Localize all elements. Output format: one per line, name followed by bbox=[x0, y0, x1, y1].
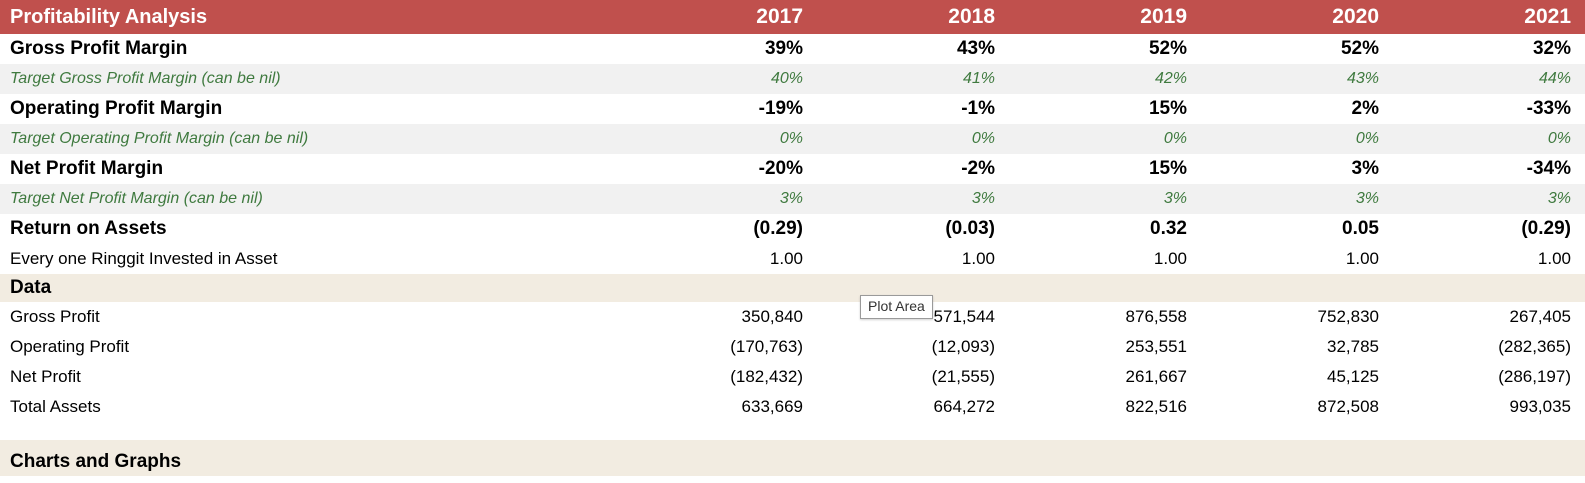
row-value: 52% bbox=[1340, 38, 1379, 59]
row-value: 3% bbox=[625, 184, 817, 214]
row-value: 39% bbox=[764, 38, 803, 59]
section-header-row-charts bbox=[0, 448, 1585, 476]
row-label: Target Net Profit Margin (can be nil) bbox=[0, 184, 625, 214]
table-row bbox=[0, 124, 1585, 154]
table-row bbox=[0, 392, 1585, 422]
row-value: 0% bbox=[1201, 124, 1393, 154]
row-value: -19% bbox=[758, 98, 803, 119]
row-value: 267,405 bbox=[1509, 307, 1571, 326]
row-label: Gross Profit Margin bbox=[10, 38, 188, 59]
row-value: 1.00 bbox=[1345, 249, 1379, 268]
row-value: 1.00 bbox=[1153, 249, 1187, 268]
row-value: 0% bbox=[817, 124, 1009, 154]
spacer-row bbox=[0, 422, 1585, 440]
row-value: 52% bbox=[1148, 38, 1187, 59]
section-filler bbox=[1009, 448, 1201, 476]
row-value: 0% bbox=[625, 124, 817, 154]
section-filler bbox=[817, 448, 1009, 476]
row-label: Net Profit bbox=[10, 367, 81, 386]
row-label: Target Operating Profit Margin (can be nil) bbox=[0, 124, 625, 154]
section-filler bbox=[1009, 274, 1201, 302]
row-value: -1% bbox=[961, 98, 995, 119]
row-value: 0.32 bbox=[1150, 218, 1187, 239]
table-row bbox=[0, 302, 1585, 332]
table-row bbox=[0, 154, 1585, 184]
plot-area-tooltip: Plot Area bbox=[860, 295, 933, 319]
row-label: Return on Assets bbox=[10, 218, 167, 239]
row-value: 0.05 bbox=[1342, 218, 1379, 239]
section-label: Data bbox=[0, 274, 625, 302]
row-value: -20% bbox=[758, 158, 803, 179]
table-row bbox=[0, 244, 1585, 274]
row-value: 1.00 bbox=[769, 249, 803, 268]
table-header-row bbox=[0, 0, 1585, 34]
band-cell bbox=[625, 440, 817, 448]
band-cell bbox=[0, 440, 625, 448]
row-value: (12,093) bbox=[931, 337, 995, 356]
table-row bbox=[0, 362, 1585, 392]
row-value: 253,551 bbox=[1125, 337, 1187, 356]
row-value: 876,558 bbox=[1125, 307, 1187, 326]
row-value: 32,785 bbox=[1327, 337, 1379, 356]
column-header-year-2021: 2021 bbox=[1393, 0, 1585, 34]
table-row bbox=[0, 184, 1585, 214]
band-cell bbox=[1393, 440, 1585, 448]
row-label: Gross Profit bbox=[10, 307, 100, 326]
table-row bbox=[0, 64, 1585, 94]
band-cell bbox=[1009, 440, 1201, 448]
row-value: 872,508 bbox=[1317, 397, 1379, 416]
row-value: 0% bbox=[1393, 124, 1585, 154]
row-value: (21,555) bbox=[931, 367, 995, 386]
row-value: 261,667 bbox=[1125, 367, 1187, 386]
row-value: 571,544 bbox=[933, 307, 995, 326]
section-filler bbox=[625, 448, 817, 476]
row-value: 44% bbox=[1393, 64, 1585, 94]
column-header-year-2019: 2019 bbox=[1009, 0, 1201, 34]
row-value: 350,840 bbox=[741, 307, 803, 326]
spacer-cell bbox=[625, 422, 817, 440]
spacer-cell bbox=[817, 422, 1009, 440]
row-value: (182,432) bbox=[730, 367, 803, 386]
band-cell bbox=[1201, 440, 1393, 448]
row-value: 43% bbox=[1201, 64, 1393, 94]
row-label: Target Gross Profit Margin (can be nil) bbox=[0, 64, 625, 94]
row-value: 3% bbox=[1201, 184, 1393, 214]
row-label: Operating Profit bbox=[10, 337, 130, 356]
spacer-cell bbox=[0, 422, 625, 440]
row-value: 41% bbox=[817, 64, 1009, 94]
row-value: (286,197) bbox=[1498, 367, 1571, 386]
row-value: -2% bbox=[961, 158, 995, 179]
row-value: 15% bbox=[1148, 158, 1187, 179]
row-value: 752,830 bbox=[1317, 307, 1379, 326]
row-value: (282,365) bbox=[1498, 337, 1571, 356]
row-value: 0% bbox=[1009, 124, 1201, 154]
section-filler bbox=[1201, 274, 1393, 302]
section-filler bbox=[1201, 448, 1393, 476]
table-row bbox=[0, 94, 1585, 124]
section-filler bbox=[1393, 274, 1585, 302]
spacer-cell bbox=[1201, 422, 1393, 440]
column-header-year-2017: 2017 bbox=[625, 0, 817, 34]
row-value: (170,763) bbox=[730, 337, 803, 356]
row-label: Total Assets bbox=[10, 397, 101, 416]
table-row bbox=[0, 214, 1585, 244]
row-value: 40% bbox=[625, 64, 817, 94]
band-row bbox=[0, 440, 1585, 448]
section-label: Charts and Graphs bbox=[0, 448, 625, 476]
row-value: 3% bbox=[817, 184, 1009, 214]
row-value: 1.00 bbox=[1537, 249, 1571, 268]
row-value: 633,669 bbox=[741, 397, 803, 416]
sheet-title: Profitability Analysis bbox=[0, 0, 625, 34]
column-header-year-2018: 2018 bbox=[817, 0, 1009, 34]
row-label: Net Profit Margin bbox=[10, 158, 164, 179]
row-value: -34% bbox=[1526, 158, 1571, 179]
row-label: Every one Ringgit Invested in Asset bbox=[10, 249, 278, 268]
row-value: (0.29) bbox=[1521, 218, 1571, 239]
row-value: 43% bbox=[956, 38, 995, 59]
spacer-cell bbox=[1009, 422, 1201, 440]
section-filler bbox=[1393, 448, 1585, 476]
band-cell bbox=[817, 440, 1009, 448]
row-value: 3% bbox=[1393, 184, 1585, 214]
row-value: (0.03) bbox=[945, 218, 995, 239]
column-header-year-2020: 2020 bbox=[1201, 0, 1393, 34]
row-value: 32% bbox=[1532, 38, 1571, 59]
row-value: 42% bbox=[1009, 64, 1201, 94]
row-value: 3% bbox=[1009, 184, 1201, 214]
row-label: Operating Profit Margin bbox=[10, 98, 223, 119]
row-value: -33% bbox=[1526, 98, 1571, 119]
row-value: 822,516 bbox=[1125, 397, 1187, 416]
row-value: (0.29) bbox=[753, 218, 803, 239]
table-row bbox=[0, 332, 1585, 362]
spacer-cell bbox=[1393, 422, 1585, 440]
row-value: 1.00 bbox=[961, 249, 995, 268]
row-value: 2% bbox=[1351, 98, 1379, 119]
row-value: 3% bbox=[1351, 158, 1379, 179]
row-value: 15% bbox=[1148, 98, 1187, 119]
section-header-row-data bbox=[0, 274, 1585, 302]
section-filler bbox=[625, 274, 817, 302]
table-row bbox=[0, 34, 1585, 64]
row-value: 45,125 bbox=[1327, 367, 1379, 386]
row-value: 993,035 bbox=[1509, 397, 1571, 416]
row-value: 664,272 bbox=[933, 397, 995, 416]
